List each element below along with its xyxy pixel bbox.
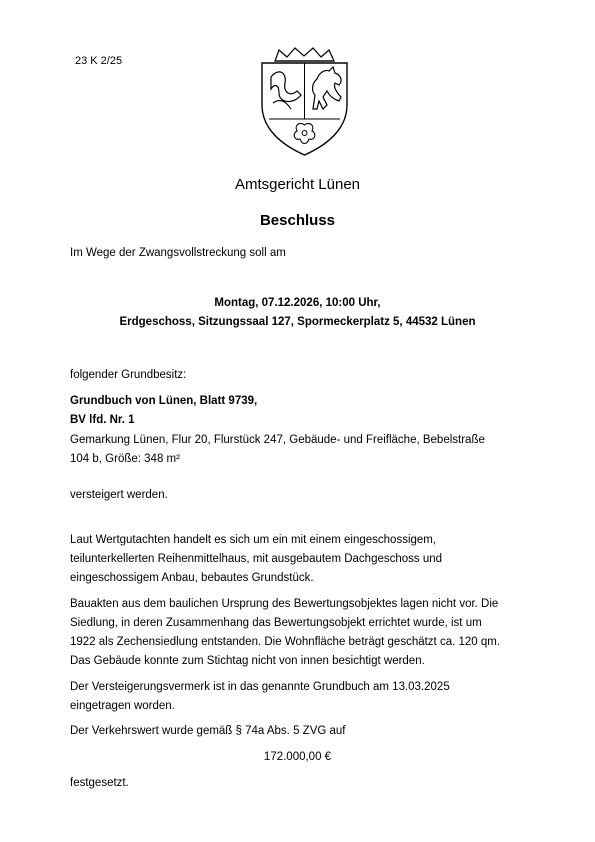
document-title: Beschluss — [259, 212, 336, 229]
property-label: folgender Grundbesitz: — [70, 369, 187, 381]
appraisal-paragraph-2 — [70, 595, 530, 671]
appointment-place: Erdgeschoss, Sitzungssaal 127, Spormeckerplatz 5, 44532 Lünen — [119, 316, 476, 328]
property-description-line1: Gemarkung Lünen, Flur 20, Flurstück 247, Gebäude- und Freifläche, Bebelstraße — [70, 434, 485, 446]
court-name: Amtsgericht Lünen — [234, 176, 361, 193]
bv-number: BV lfd. Nr. 1 — [70, 414, 135, 426]
market-value-amount: 172.000,00 € — [263, 751, 332, 763]
nrw-coat-of-arms-icon — [257, 47, 352, 157]
appointment-date: Montag, 07.12.2026, 10:00 Uhr, — [214, 297, 381, 309]
appraisal-paragraph-3 — [70, 678, 530, 716]
paragraph-line: Der Versteigerungsvermerk ist in das genannte Grundbuch am 13.03.2025 — [70, 681, 450, 693]
land-register: Grundbuch von Lünen, Blatt 9739, — [70, 395, 258, 407]
paragraph-line: eingetragen worden. — [70, 700, 175, 712]
market-value-text: Der Verkehrswert wurde gemäß § 74a Abs. 5 ZVG auf — [70, 725, 346, 737]
paragraph-line: 1922 als Zechensiedlung entstanden. Die Wohnfläche beträgt geschätzt ca. 120 qm. — [70, 636, 501, 648]
appraisal-paragraph-1 — [70, 531, 530, 588]
paragraph-line: Bauakten aus dem baulichen Ursprung des Bewertungsobjektes lagen nicht vor. Die — [70, 598, 499, 610]
closing-text: festgesetzt. — [70, 777, 129, 789]
paragraph-line: eingeschossigem Anbau, bebautes Grundstück. — [70, 572, 314, 584]
docket-number: 23 K 2/25 — [75, 55, 123, 67]
auction-text: versteigert werden. — [70, 489, 168, 501]
paragraph-line: Das Gebäude konnte zum Stichtag nicht von innen besichtigt werden. — [70, 655, 425, 667]
paragraph-line: Siedlung, in deren Zusammenhang das Bewertungsobjekt errichtet wurde, ist um — [70, 617, 482, 629]
property-description-line2: 104 b, Größe: 348 m² — [70, 453, 180, 465]
paragraph-line: teilunterkellerten Reihenmittelhaus, mit ausgebautem Dachgeschoss und — [70, 553, 443, 565]
intro-text: Im Wege der Zwangsvollstreckung soll am — [70, 247, 286, 259]
paragraph-line: Laut Wertgutachten handelt es sich um ein mit einem eingeschossigem, — [70, 534, 437, 546]
